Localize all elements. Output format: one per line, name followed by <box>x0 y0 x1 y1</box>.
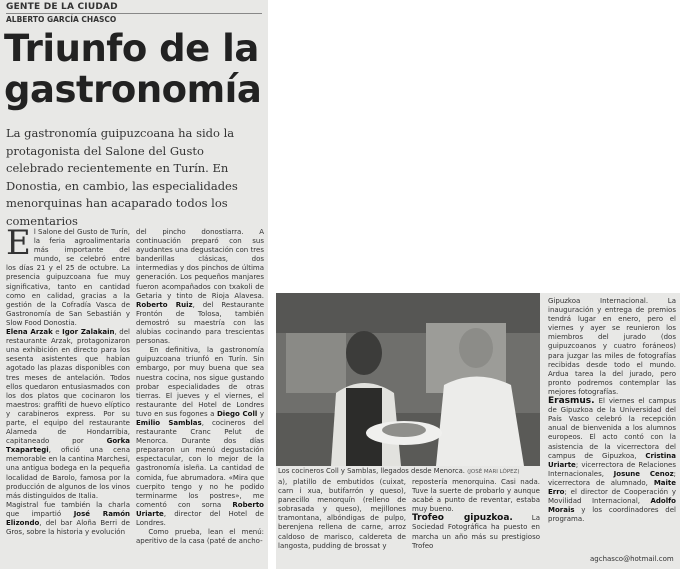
col1-p1: l Salone del Gusto de Turín, la feria agroalimentaria más importante del mundo, se celebró entre los días 21 y el 25 de octubre. La presencia guipuzcoana fue muy significativa, tanto en cantidad como en calidad, gracias a la gestión de la Cofradía Vasca de Gastronomía de San Sebastián y Slow Food Donostia. <box>6 228 130 327</box>
col5-text: ; vicerrectora de Relaciones Internacionales, <box>548 460 676 478</box>
text-column-1 <box>6 223 131 568</box>
col2-text: del pincho donostiarra. A continuación preparó con sus ayudantes una degustación con tres banderillas clásicas, dos intermedias y dos pinchos de última generación. Los pequeños manjares fueron acompañados con txakoli de Getaria y tinto de Rioja Alavesa. <box>136 228 264 300</box>
col5-text: ; vicerrectora de alumnado, <box>548 469 676 487</box>
text-column-2 <box>136 228 264 568</box>
person-name: Roberto Ruiz <box>136 300 193 309</box>
chefs-photo <box>276 293 540 466</box>
col1-text: e <box>52 328 63 337</box>
col5-text: y los coordinadores del programa. <box>548 506 676 524</box>
person-name: Igor Zalakain <box>62 328 115 337</box>
text-column-3 <box>278 478 406 568</box>
subheading-erasmus: Erasmus. <box>548 396 595 407</box>
section-rule <box>6 13 262 14</box>
col2-text: , director del Hotel de Londres. <box>136 509 264 527</box>
person-name: Adolfo Morais <box>548 497 676 515</box>
photo-illustration <box>276 293 540 466</box>
col1-text: Magistral fue también la charla que impartió <box>6 500 130 518</box>
col5-text: ; el director de Cooperación y Movilidad Internacional, <box>548 487 676 506</box>
section-label: GENTE DE LA CIUDAD <box>6 2 118 12</box>
subheading-trofeo: Trofeo gipuzkoa. <box>412 513 513 524</box>
person-name: Elena Arzak <box>6 328 53 337</box>
person-name: Roberto Uriarte <box>136 500 264 518</box>
caption-text: Los cocineros Coll y Samblas, llegados desde Menorca. <box>278 467 465 475</box>
text-column-5 <box>548 297 676 552</box>
photo-credit-text: JOSÉ MARI LÓPEZ <box>469 469 518 475</box>
person-name: Josune Cenoz <box>613 469 674 478</box>
col4-text: La Sociedad Fotográfica ha puesto en marcha un año más su prestigioso Trofeo <box>412 514 540 550</box>
col4-text: repostería menorquina. Casi nada. Tuve la suerte de probarlo y aunque acabé a punto de reventar, estaba muy bueno. <box>412 478 540 514</box>
col2-text: En definitiva, la gastronomía guipuzcoana triunfó en Turín. Sin embargo, por muy buena que sea nuestra cocina, nos sigue gustando probar especialidades de otras tierras. El jueves y el viernes, el restaurante del Hotel de Londres tuvo en sus fogones a <box>136 346 265 418</box>
col5-text: Gipuzkoa Internacional. La inauguración y entrega de premios tendrá lugar en enero, pero el viernes y ayer se reunieron los miembros del jurado (dos guipuzcoanos y cuatro foráneos) para juzgar las miles de fotografías recibidas desde todo el mundo. Ardua tarea la del jurado, pero pronto podremos contemplar las mejores fotografías. <box>548 297 676 396</box>
photo-credit: (JOSÉ MARI LÓPEZ) <box>467 469 520 475</box>
author-email: agchasco@hotmail.com <box>590 555 674 563</box>
person-name: Maite Erro <box>548 478 676 496</box>
person-name: José Ramón Elizondo <box>6 509 131 527</box>
person-name: Gorka Txapartegi <box>6 437 130 455</box>
photo-caption <box>278 467 540 475</box>
col3-text: a), platillo de embutidos (cuixat, carn i xua, butifarrón y queso), panecillo menorquín (relleno de sobrasada y queso), mejillones tramontana, albóndigas de pulpo, berenjena rellena de carne, arroz caldoso de marisco, caldereta de langosta, pudding de brossat y <box>278 478 406 550</box>
person-name: Cristina Uriarte <box>548 451 676 469</box>
col1-text: , del restaurante Arzak, protagonizaron una exhibición en directo para los sesenta asistentes que habían agotado las plazas disponibles con tres meses de antelación. Todos ellos quedaron entusiasmados con los dos platos que cocinaron los maestros: graffiti de huevo elíptico y carabineros express. Por su parte, el equipo del restaurante Alameda de Hondarribia, capitaneado por <box>6 328 130 446</box>
headline: Triunfo de la gastronomía <box>4 27 262 111</box>
col1-text: , ofició una cena memorable en la cantina Marchesi, una antigua bodega en la pequeña localidad de Barolo, famosa por la producción de algunos de los vinos más distinguidos de Italia. <box>6 446 130 500</box>
col1-text: , del bar Aloña Berri de Gros, sobre la historia y evolución <box>6 519 130 537</box>
drop-cap: E <box>6 223 31 263</box>
col2-text: Como prueba, lean el menú: aperitivo de la casa (paté de ancho- <box>136 528 264 546</box>
lead-paragraph: La gastronomía guipuzcoana ha sido la protagonista del Salone del Gusto celebrado recientemente en Turín. En Donostia, en cambio, las especialidades menorquinas han acaparado todos los comentarios <box>6 126 238 228</box>
col2-text: , cocineros del restaurante Cranc Pelut de Menorca. Durante dos días prepararon un menú degustación espectacular, con lo mejor de la gastronomía isleña. La cantidad de comida, fue abrumadora. «Mira que cuerpito tengo y no he podido terminarme los postres», me comentó con sorna <box>136 418 264 509</box>
person-name: Diego Coll <box>217 409 258 418</box>
byline: ALBERTO GARCÍA CHASCO <box>6 15 117 24</box>
text-column-4 <box>412 478 540 568</box>
person-name: Emilio Samblas <box>136 418 202 427</box>
col2-text: , del Restaurante Frontón de Tolosa, también demostró su maestría con las alubias cocinando para trescientas personas. <box>136 300 265 346</box>
col2-text: y <box>257 409 264 418</box>
col5-text: El viernes el campus de Gipuzkoa de la Universidad del País Vasco celebró la recepción anual de bienvenida a los alumnos europeos. El acto contó con la asistencia de la vicerrectora del campus de Gipuzkoa, <box>548 397 676 460</box>
